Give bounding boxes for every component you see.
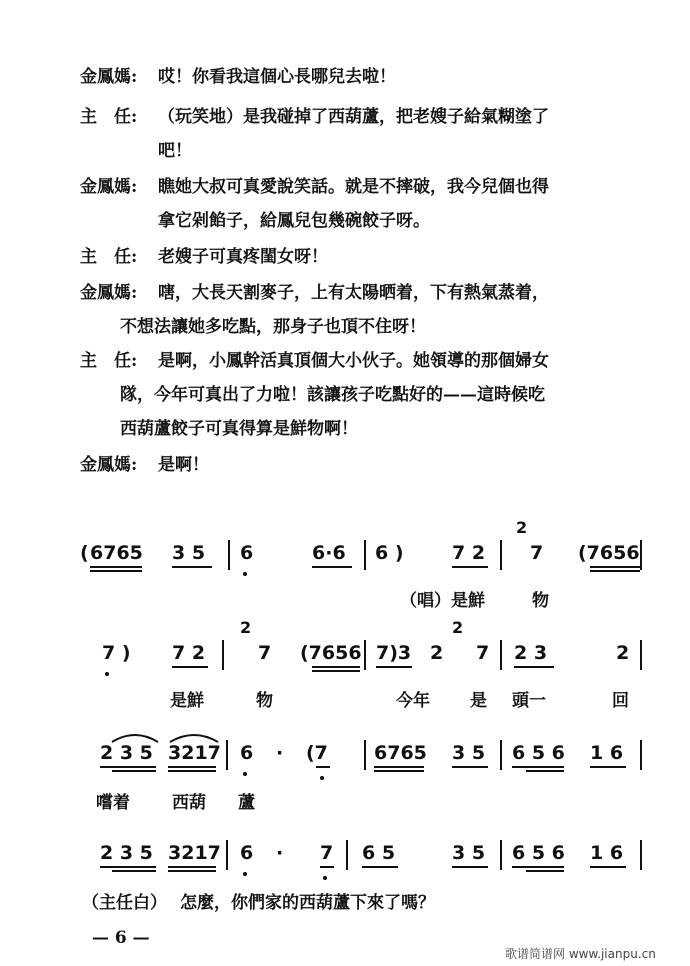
dialogue-text: 哎！你看我這個心長哪兒去啦！ [158, 67, 396, 87]
underline [512, 766, 564, 768]
note: 1 6 [590, 742, 624, 764]
barline [640, 540, 642, 570]
dot [243, 772, 247, 776]
note: · [276, 742, 284, 764]
barline [640, 740, 642, 770]
lyric: 是 [470, 691, 487, 711]
underline [374, 766, 424, 768]
note: ( [80, 542, 89, 564]
underline [172, 666, 208, 668]
music-row-4 [0, 830, 690, 940]
lyric: 西葫 [172, 793, 206, 813]
note: 6 [240, 542, 254, 564]
grace-note: 2 [516, 518, 528, 537]
watermark: 歌谱简谱网 www.jianpu.cn [505, 947, 656, 961]
note: 7 2 [452, 542, 486, 564]
underline [312, 566, 352, 568]
dialogue-text: 不想法讓她多吃點，那身子也頂不住呀！ [120, 317, 426, 337]
dialogue-text: 老嫂子可真疼閨女呀！ [158, 247, 328, 267]
note: 3217 [168, 842, 221, 864]
barline [500, 640, 502, 670]
barline [228, 540, 230, 570]
underline [590, 866, 626, 868]
underline [312, 670, 360, 672]
underline [362, 866, 398, 868]
underline [168, 766, 216, 768]
underline [100, 866, 156, 868]
barline [640, 840, 642, 870]
note: 7 [320, 842, 334, 864]
lyric: 怎麼，你們家的西葫蘆下來了嗎？ [180, 893, 435, 913]
barline [640, 640, 642, 670]
lyric: （唱）是鮮 [400, 591, 485, 611]
note: 2 3 5 [100, 742, 153, 764]
speaker-label: 金鳳媽: [80, 455, 138, 475]
note: (7656 [300, 642, 362, 664]
underline [526, 870, 564, 872]
dialogue-text: （玩笑地）是我碰掉了西葫蘆，把老嫂子給氣糊塗了 [158, 107, 549, 127]
note: (7656 [578, 542, 640, 564]
underline [100, 766, 156, 768]
music-row-2 [0, 618, 690, 742]
note: 2 3 5 [100, 842, 153, 864]
barline [222, 640, 224, 670]
underline [452, 766, 488, 768]
dialogue-text: 嗐，大長天割麥子，上有太陽晒着，下有熱氣蒸着， [158, 283, 549, 303]
lyric: 今年 [396, 691, 430, 711]
note: 6765 [374, 742, 427, 764]
underline [590, 570, 640, 572]
underline [526, 770, 564, 772]
note: 7 2 [172, 642, 206, 664]
note: 6·6 [312, 542, 346, 564]
dialogue-text: 是啊，小鳳幹活真頂個大小伙子。她領導的那個婦女 [158, 351, 549, 371]
underline [112, 870, 156, 872]
note: 6 5 6 [512, 842, 565, 864]
lyric: 物 [532, 591, 549, 611]
lyric: 嚐着 [96, 793, 130, 813]
barline [226, 740, 228, 770]
note: 7 ) [102, 642, 131, 664]
barline [226, 840, 228, 870]
note: 3 5 [452, 842, 486, 864]
note: 6 5 6 [512, 742, 565, 764]
note: 3 5 [452, 742, 486, 764]
dialogue-text: 瞧她大叔可真愛說笑話。就是不摔破，我今兒個也得 [158, 177, 549, 197]
note: 7 [476, 642, 490, 664]
note: 1 6 [590, 842, 624, 864]
barline [346, 840, 348, 870]
note: 3 5 [172, 542, 206, 564]
dot [105, 672, 109, 676]
note: 2 3 [514, 642, 548, 664]
note: · [276, 842, 284, 864]
barline [364, 640, 366, 670]
underline [172, 566, 212, 568]
underline [512, 866, 564, 868]
note: 6 5 [362, 842, 396, 864]
underline [168, 866, 216, 868]
underline [316, 766, 330, 768]
note: 2 [616, 642, 630, 664]
dot [243, 872, 247, 876]
barline [500, 740, 502, 770]
note: 6 [240, 842, 254, 864]
dialogue-text: 吧！ [158, 141, 192, 161]
underline [90, 566, 142, 568]
underline [168, 870, 216, 872]
note: 3217 [168, 742, 221, 764]
lyric: （主任白） [82, 893, 167, 913]
note: 6 [240, 742, 254, 764]
note: 7 [258, 642, 272, 664]
dialogue-text: 拿它剁餡子，給鳳兒包幾碗餃子呀。 [158, 211, 430, 231]
lyric: 回 [612, 691, 629, 711]
underline [168, 770, 216, 772]
note: 7 [530, 542, 544, 564]
lyric: 頭一 [512, 691, 546, 711]
speaker-label: 金鳳媽: [80, 283, 138, 303]
underline [590, 766, 626, 768]
music-row-3 [0, 730, 690, 840]
speaker-label: 金鳳媽: [80, 67, 138, 87]
underline [590, 566, 640, 568]
underline [514, 666, 554, 668]
grace-note: 2 [452, 618, 464, 637]
speaker-label: 主 任: [80, 351, 138, 371]
note: 2 [430, 642, 444, 664]
underline [452, 566, 488, 568]
note: 6765 [90, 542, 143, 564]
underline [312, 666, 360, 668]
speaker-label: 金鳳媽: [80, 177, 138, 197]
note: 6 ) [375, 542, 404, 564]
lyric: 是鮮 [170, 691, 204, 711]
underline [374, 770, 424, 772]
underline [112, 770, 156, 772]
note: (7 [306, 742, 328, 764]
dialogue-text: 是啊！ [158, 455, 209, 475]
underline [320, 866, 334, 868]
barline [364, 740, 366, 770]
dot [320, 776, 324, 780]
note: 7)3 [376, 642, 412, 664]
speaker-label: 主 任: [80, 247, 138, 267]
underline [452, 866, 488, 868]
music-row-1 [0, 518, 690, 640]
dot [323, 876, 327, 880]
dialogue-text: 隊，今年可真出了力啦！該讓孩子吃點好的——這時候吃 [120, 385, 545, 405]
underline [90, 570, 142, 572]
barline [500, 540, 502, 570]
grace-note: 2 [240, 618, 252, 637]
page-number: — 6 — [92, 928, 150, 948]
barline [500, 840, 502, 870]
dot [243, 572, 247, 576]
speaker-label: 主 任: [80, 107, 138, 127]
lyric: 蘆 [238, 793, 255, 813]
underline [376, 666, 412, 668]
lyric: 物 [256, 691, 273, 711]
dialogue-text: 西葫蘆餃子可真得算是鮮物啊！ [120, 419, 358, 439]
barline [364, 540, 366, 570]
